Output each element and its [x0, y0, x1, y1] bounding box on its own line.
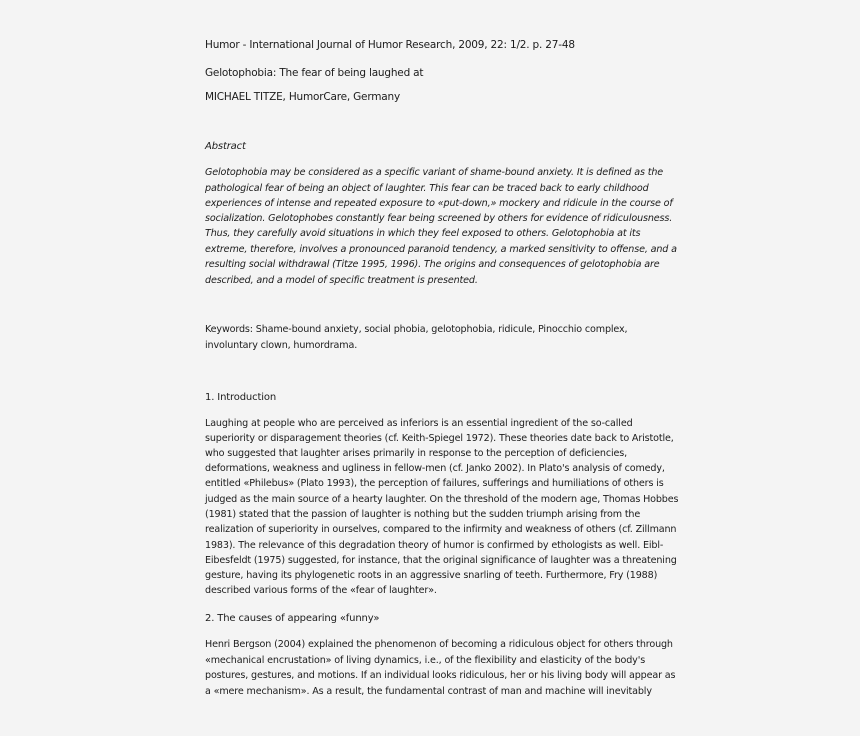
abstract-line: Thus, they carefully avoid situations in which they feel exposed to others. Gelotophobia at its: [205, 228, 641, 239]
body-line: Henri Bergson (2004) explained the phenomenon of becoming a ridiculous object for others through: [205, 639, 673, 650]
body-line: gesture, having its phylogenetic roots in an aggressive snarling of teeth. Furthermore, Fry (1988): [205, 570, 658, 581]
abstract-line: pathological fear of being an object of laughter. This fear can be traced back to early childhood: [205, 183, 649, 194]
body-line: postures, gestures, and motions. If an individual looks ridiculous, her or his living body will appear as: [205, 670, 676, 681]
body-line: judged as the main source of a hearty laughter. On the threshold of the modern age, Thomas Hobbes: [205, 494, 679, 505]
abstract-heading: Abstract: [205, 141, 246, 152]
body-line: Laughing at people who are perceived as inferiors is an essential ingredient of the so-called: [205, 418, 633, 429]
body-line: realization of superiority in ourselves, compared to the infirmity and weakness of others (cf. Zillmann: [205, 524, 677, 535]
body-line: described various forms of the «fear of laughter».: [205, 585, 437, 596]
keywords-line: involuntary clown, humordrama.: [205, 340, 358, 351]
abstract-line: Gelotophobia may be considered as a specific variant of shame-bound anxiety. It is defined as the: [205, 167, 664, 178]
section-heading-introduction: 1. Introduction: [205, 392, 277, 403]
abstract-line: socialization. Gelotophobes constantly fear being screened by others for evidence of ridiculousness.: [205, 213, 673, 224]
body-line: entitled «Philebus» (Plato 1993), the perception of failures, sufferings and humiliations of others is: [205, 478, 664, 489]
body-line: (1981) stated that the passion of laughter is nothing but the sudden triumph arising from the: [205, 509, 641, 520]
body-line: who suggested that laughter arises primarily in response to the perception of deficiencies,: [205, 448, 627, 459]
abstract-line: resulting social withdrawal (Titze 1995, 1996). The origins and consequences of gelotophobia are: [205, 259, 660, 270]
keywords-line: Keywords: Shame-bound anxiety, social phobia, gelotophobia, ridicule, Pinocchio complex,: [205, 324, 628, 335]
section-heading-causes: 2. The causes of appearing «funny»: [205, 613, 380, 624]
body-line: 1983). The relevance of this degradation theory of humor is confirmed by ethologists as well. Eibl-: [205, 540, 664, 551]
body-line: deformations, weakness and ugliness in fellow-men (cf. Janko 2002). In Plato's analysis of comedy,: [205, 463, 665, 474]
body-line: a «mere mechanism». As a result, the fundamental contrast of man and machine will inevitably: [205, 686, 652, 697]
paper-title: Gelotophobia: The fear of being laughed at: [205, 67, 424, 79]
journal-citation: Humor - International Journal of Humor Research, 2009, 22: 1/2. p. 27-48: [205, 39, 575, 51]
author-line: MICHAEL TITZE, HumorCare, Germany: [205, 91, 400, 103]
body-line: Eibesfeldt (1975) suggested, for instance, that the original significance of laughter was a threatening: [205, 555, 677, 566]
abstract-line: described, and a model of specific treatment is presented.: [205, 275, 478, 286]
body-line: «mechanical encrustation» of living dynamics, i.e., of the flexibility and elasticity of the body's: [205, 655, 646, 666]
body-line: superiority or disparagement theories (cf. Keith-Spiegel 1972). These theories date back to Aristotle,: [205, 433, 674, 444]
abstract-line: experiences of intense and repeated exposure to «put-down,» mockery and ridicule in the course of: [205, 198, 673, 209]
abstract-line: extreme, therefore, involves a pronounced paranoid tendency, a marked sensitivity to offense, and a: [205, 244, 677, 255]
